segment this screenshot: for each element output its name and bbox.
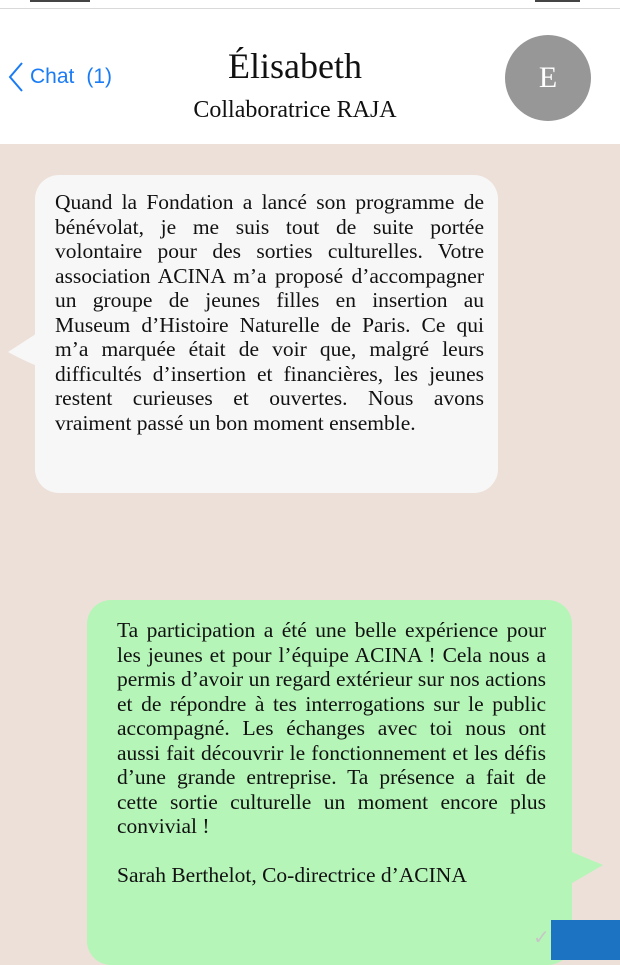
check-icon: ✓ (533, 925, 550, 949)
status-bar (0, 0, 620, 9)
avatar-initial: E (538, 61, 558, 94)
chat-header (0, 9, 620, 144)
incoming-message-text: Quand la Fondation a lancé son programme de bénévolat, je me suis tout de suite portée volontaire pour des sorties culturelles. Votre association ACINA m’a proposé d’accompagner un groupe de jeunes filles en insertion au Museum d’Histoire Naturelle de Paris. Ce qui m’a marquée était de voir que, malgré leurs difficultés d’insertion et financières, les jeunes restent curieuses et ouvertes. Nous avons vraiment passé un bon moment ensemble. (55, 190, 484, 435)
incoming-message-bubble (35, 175, 498, 493)
outgoing-message-text: Ta participation a été une belle expérience pour les jeunes et pour l’équipe ACINA ! Cela nous a permis d’avoir un regard extérieur sur nos actions et de répondre à tes interrogations sur le public accompagné. Les échanges avec toi nous ont aussi fait découvrir le fonctionnement et les défis d’une grande entreprise. Ta présence a fait de cette sortie culturelle un moment encore plus convivial ! (117, 618, 546, 838)
message-signature: Sarah Berthelot, Co-directrice d’ACINA (117, 862, 467, 887)
contact-subtitle: Collaboratrice RAJA (193, 97, 397, 123)
status-bar-battery (535, 0, 580, 2)
avatar[interactable] (505, 35, 591, 121)
back-label: Chat (30, 65, 75, 88)
outgoing-message-bubble (87, 600, 572, 965)
corner-block (551, 920, 620, 960)
status-bar-left (30, 0, 90, 2)
unread-count: (1) (86, 65, 113, 88)
contact-name: Élisabeth (228, 46, 362, 86)
